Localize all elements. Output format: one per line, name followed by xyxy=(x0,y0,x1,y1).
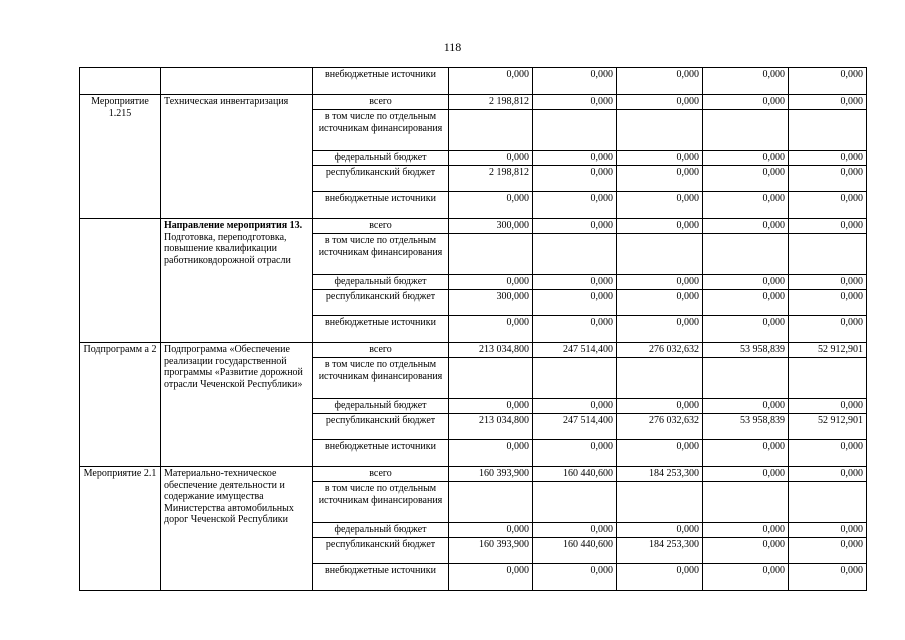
amount-cell: 160 393,900 xyxy=(449,538,533,564)
amount-cell: 0,000 xyxy=(789,523,867,538)
amount-cell: 0,000 xyxy=(617,440,703,467)
amount-cell: 0,000 xyxy=(703,68,789,95)
amount-cell xyxy=(703,482,789,523)
amount-cell: 0,000 xyxy=(703,219,789,234)
amount-cell: 0,000 xyxy=(789,68,867,95)
amount-cell: 0,000 xyxy=(533,219,617,234)
amount-cell: 247 514,400 xyxy=(533,414,617,440)
budget-table-body xyxy=(80,68,867,591)
amount-cell: 247 514,400 xyxy=(533,343,617,358)
amount-cell: 300,000 xyxy=(449,219,533,234)
funding-source: федеральный бюджет xyxy=(313,275,449,290)
activity-name xyxy=(161,95,313,219)
amount-cell: 0,000 xyxy=(449,192,533,219)
amount-cell: 0,000 xyxy=(789,440,867,467)
table-row xyxy=(80,68,867,95)
amount-cell: 0,000 xyxy=(617,151,703,166)
amount-cell xyxy=(703,110,789,151)
activity-code: Мероприятие 1.215 xyxy=(80,95,161,219)
amount-cell: 0,000 xyxy=(789,316,867,343)
amount-cell: 0,000 xyxy=(703,290,789,316)
amount-cell: 0,000 xyxy=(533,523,617,538)
amount-cell: 52 912,901 xyxy=(789,343,867,358)
amount-cell: 213 034,800 xyxy=(449,343,533,358)
amount-cell: 0,000 xyxy=(617,166,703,192)
amount-cell xyxy=(449,358,533,399)
funding-source: внебюджетные источники xyxy=(313,192,449,219)
funding-source: в том числе по отдельным источникам финансирования xyxy=(313,482,449,523)
activity-name-text: Подготовка, переподготовка, повышение квалификации работниковдорожной отрасли xyxy=(164,231,291,266)
funding-source: всего xyxy=(313,343,449,358)
activity-code xyxy=(80,219,161,343)
amount-cell: 276 032,632 xyxy=(617,343,703,358)
activity-name xyxy=(161,467,313,591)
amount-cell: 0,000 xyxy=(449,275,533,290)
amount-cell: 0,000 xyxy=(617,316,703,343)
funding-source: федеральный бюджет xyxy=(313,523,449,538)
amount-cell: 0,000 xyxy=(617,68,703,95)
amount-cell xyxy=(703,358,789,399)
amount-cell: 0,000 xyxy=(533,440,617,467)
amount-cell: 0,000 xyxy=(533,275,617,290)
activity-name-text: Техническая инвентаризация xyxy=(164,96,289,107)
activity-name-text: Материально-техническое обеспечение деятельности и содержание имущества Министерства автомобильных дорог Чеченской Республики xyxy=(164,468,294,525)
amount-cell: 2 198,812 xyxy=(449,166,533,192)
amount-cell: 213 034,800 xyxy=(449,414,533,440)
funding-source: в том числе по отдельным источникам финансирования xyxy=(313,358,449,399)
amount-cell: 0,000 xyxy=(449,564,533,591)
amount-cell: 0,000 xyxy=(789,538,867,564)
activity-name xyxy=(161,68,313,95)
amount-cell: 0,000 xyxy=(703,538,789,564)
activity-name xyxy=(161,219,313,343)
amount-cell: 0,000 xyxy=(449,151,533,166)
amount-cell xyxy=(533,482,617,523)
activity-code: Подпрограмм а 2 xyxy=(80,343,161,467)
funding-source: федеральный бюджет xyxy=(313,151,449,166)
amount-cell: 0,000 xyxy=(789,564,867,591)
amount-cell: 0,000 xyxy=(533,151,617,166)
activity-code: Мероприятие 2.1 xyxy=(80,467,161,591)
amount-cell xyxy=(449,234,533,275)
amount-cell: 0,000 xyxy=(617,523,703,538)
amount-cell: 0,000 xyxy=(703,399,789,414)
amount-cell xyxy=(703,234,789,275)
table-row xyxy=(80,95,867,110)
amount-cell xyxy=(617,358,703,399)
amount-cell: 0,000 xyxy=(617,399,703,414)
amount-cell: 0,000 xyxy=(533,166,617,192)
amount-cell xyxy=(789,358,867,399)
amount-cell: 0,000 xyxy=(789,275,867,290)
amount-cell: 0,000 xyxy=(617,192,703,219)
amount-cell: 53 958,839 xyxy=(703,343,789,358)
funding-source: республиканский бюджет xyxy=(313,290,449,316)
amount-cell: 0,000 xyxy=(789,467,867,482)
amount-cell xyxy=(789,110,867,151)
amount-cell: 0,000 xyxy=(533,316,617,343)
amount-cell: 0,000 xyxy=(703,440,789,467)
funding-source: внебюджетные источники xyxy=(313,316,449,343)
table-row xyxy=(80,343,867,358)
funding-source: федеральный бюджет xyxy=(313,399,449,414)
amount-cell: 0,000 xyxy=(617,564,703,591)
amount-cell: 0,000 xyxy=(789,192,867,219)
activity-code xyxy=(80,68,161,95)
amount-cell: 0,000 xyxy=(617,290,703,316)
amount-cell xyxy=(617,110,703,151)
table-row xyxy=(80,467,867,482)
amount-cell: 0,000 xyxy=(449,316,533,343)
amount-cell: 0,000 xyxy=(703,316,789,343)
amount-cell xyxy=(533,110,617,151)
amount-cell: 0,000 xyxy=(617,219,703,234)
funding-source: республиканский бюджет xyxy=(313,538,449,564)
amount-cell: 0,000 xyxy=(533,95,617,110)
funding-source: всего xyxy=(313,467,449,482)
amount-cell xyxy=(533,358,617,399)
activity-name xyxy=(161,343,313,467)
amount-cell xyxy=(617,234,703,275)
amount-cell: 0,000 xyxy=(703,192,789,219)
amount-cell: 160 440,600 xyxy=(533,538,617,564)
amount-cell: 0,000 xyxy=(533,564,617,591)
amount-cell: 0,000 xyxy=(449,523,533,538)
amount-cell: 2 198,812 xyxy=(449,95,533,110)
budget-table xyxy=(79,67,867,591)
amount-cell xyxy=(449,482,533,523)
amount-cell: 0,000 xyxy=(617,95,703,110)
amount-cell: 0,000 xyxy=(617,275,703,290)
amount-cell: 0,000 xyxy=(703,275,789,290)
amount-cell xyxy=(789,234,867,275)
amount-cell: 160 393,900 xyxy=(449,467,533,482)
amount-cell: 184 253,300 xyxy=(617,467,703,482)
amount-cell: 160 440,600 xyxy=(533,467,617,482)
amount-cell: 0,000 xyxy=(789,399,867,414)
funding-source: республиканский бюджет xyxy=(313,166,449,192)
funding-source: республиканский бюджет xyxy=(313,414,449,440)
amount-cell: 184 253,300 xyxy=(617,538,703,564)
amount-cell: 0,000 xyxy=(789,219,867,234)
funding-source: всего xyxy=(313,95,449,110)
amount-cell: 0,000 xyxy=(789,166,867,192)
activity-direction-title: Направление мероприятия 13. xyxy=(164,220,303,231)
amount-cell: 0,000 xyxy=(703,523,789,538)
funding-source: внебюджетные источники xyxy=(313,68,449,95)
amount-cell: 0,000 xyxy=(533,290,617,316)
amount-cell: 0,000 xyxy=(789,95,867,110)
amount-cell xyxy=(617,482,703,523)
amount-cell: 0,000 xyxy=(789,151,867,166)
funding-source: внебюджетные источники xyxy=(313,564,449,591)
amount-cell xyxy=(789,482,867,523)
activity-name-text: Подпрограмма «Обеспечение реализации государственной программы «Развитие дорожной отрасли Чеченской Республики» xyxy=(164,344,303,390)
funding-source: в том числе по отдельным источникам финансирования xyxy=(313,234,449,275)
amount-cell: 53 958,839 xyxy=(703,414,789,440)
amount-cell: 0,000 xyxy=(703,166,789,192)
amount-cell: 0,000 xyxy=(703,467,789,482)
amount-cell: 0,000 xyxy=(449,68,533,95)
amount-cell: 0,000 xyxy=(789,290,867,316)
amount-cell: 0,000 xyxy=(449,440,533,467)
amount-cell: 0,000 xyxy=(533,399,617,414)
amount-cell: 0,000 xyxy=(703,564,789,591)
amount-cell: 0,000 xyxy=(533,68,617,95)
amount-cell xyxy=(449,110,533,151)
amount-cell: 52 912,901 xyxy=(789,414,867,440)
amount-cell: 0,000 xyxy=(533,192,617,219)
amount-cell: 0,000 xyxy=(449,399,533,414)
amount-cell: 276 032,632 xyxy=(617,414,703,440)
amount-cell xyxy=(533,234,617,275)
amount-cell: 300,000 xyxy=(449,290,533,316)
funding-source: в том числе по отдельным источникам финансирования xyxy=(313,110,449,151)
funding-source: всего xyxy=(313,219,449,234)
page-number: 118 xyxy=(443,40,462,54)
table-row xyxy=(80,219,867,234)
amount-cell: 0,000 xyxy=(703,151,789,166)
funding-source: внебюджетные источники xyxy=(313,440,449,467)
amount-cell: 0,000 xyxy=(703,95,789,110)
